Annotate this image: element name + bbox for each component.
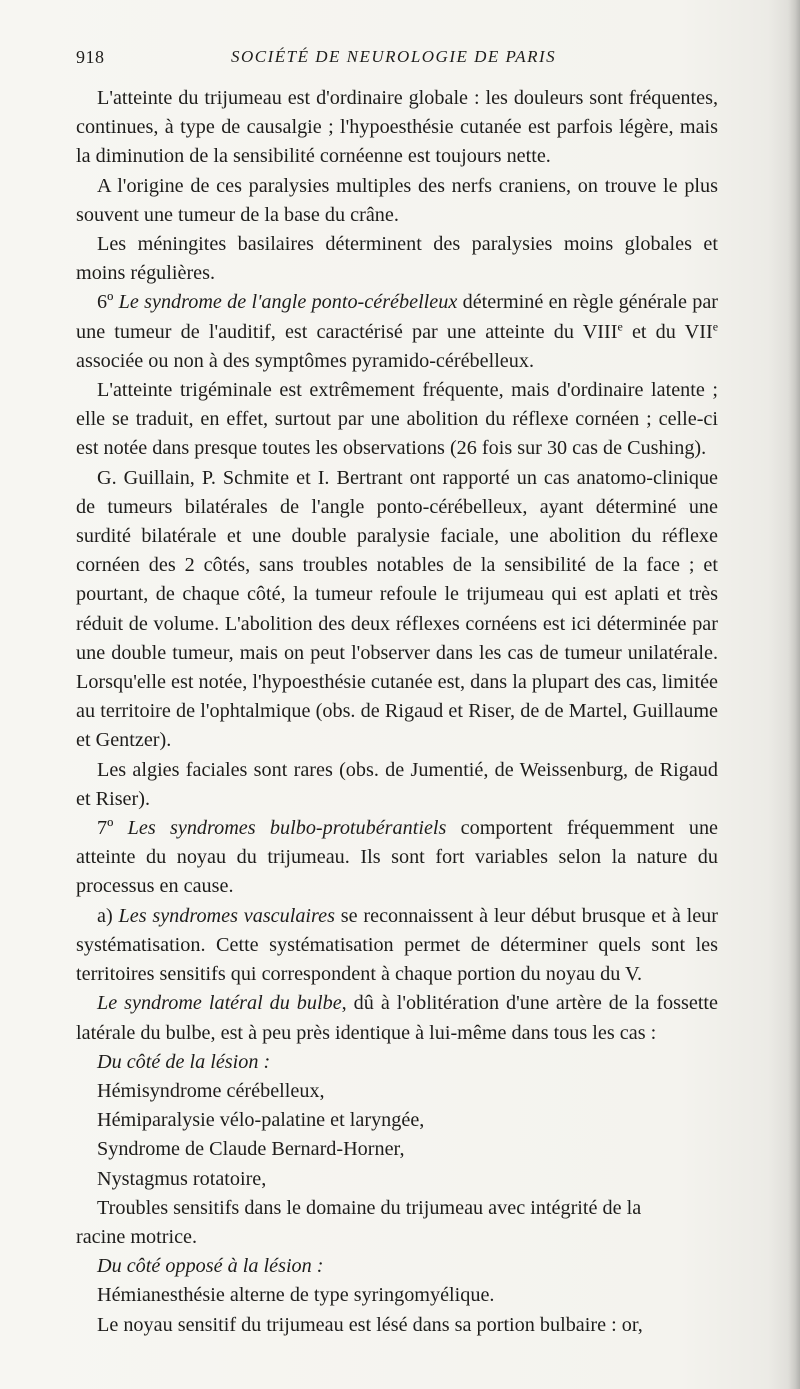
- paragraph: L'atteinte du trijumeau est d'ordinaire globale : les douleurs sont fréquentes, continues, à type de causalgie ; l'hypoesthésie cutanée est parfois légère, mais la diminution de la sensibilité cornéenne est toujours nette.: [76, 87, 718, 168]
- paragraph-text: se reconnaissent à leur début brusque et à leur systématisation. Cette systématisation permet de déterminer quels sont les territoires sensitifs qui correspondent à chaque portion du noyau du V.: [76, 904, 718, 986]
- section-title: Le syndrome latéral du bulbe: [97, 992, 342, 1015]
- section-title: Le syndrome de l'angle ponto-cérébelleux: [118, 291, 458, 314]
- paragraph: [76, 902, 718, 990]
- list-item: Troubles sensitifs dans le domaine du trijumeau avec intégrité de la: [97, 1196, 642, 1219]
- paragraph: A l'origine de ces paralysies multiples des nerfs craniens, on trouve le plus souvent une tumeur de la base du crâne.: [76, 174, 718, 226]
- paragraph: L'atteinte trigéminale est extrêmement fréquente, mais d'ordinaire latente ; elle se traduit, en effet, surtout par une abolition du réflexe cornéen ; celle-ci est notée dans presque toutes les observations (26 fois sur 30 cas de Cushing).: [76, 379, 718, 460]
- superscript: e: [617, 318, 623, 333]
- list-heading: Du côté de la lésion :: [97, 1050, 271, 1073]
- list-item: Nystagmus rotatoire,: [97, 1167, 267, 1190]
- paragraph: Les algies faciales sont rares (obs. de Jumentié, de Weissenburg, de Rigaud et Riser).: [76, 758, 718, 810]
- section-number: 7º: [97, 817, 114, 840]
- paragraph: [76, 814, 718, 902]
- paragraph-text: , dû à l'oblitération d'une artère de la fossette latérale du bulbe, est à peu près identique à lui-même dans tous les cas :: [76, 992, 718, 1044]
- page-edge-shadow: [788, 0, 800, 1389]
- section-number: a): [97, 904, 113, 927]
- paragraph: G. Guillain, P. Schmite et I. Bertrant ont rapporté un cas anatomo-clinique de tumeurs bilatérales de l'angle ponto-cérébelleux, ayant déterminé une surdité bilatérale et une double paralysie faciale, une abolition du réflexe cornéen des 2 côtés, sans troubles notables de la sensibilité de la face ; et pourtant, de chaque côté, la tumeur refoule le trijumeau qui est aplati et très réduit de volume. L'abolition des deux réflexes cornéens est ici déterminée par une double tumeur, mais on peut l'observer dans les cas de tumeur unilatérale. Lorsqu'elle est notée, l'hypoesthésie cutanée est, dans la plupart des cas, limitée au territoire de l'ophtalmique (obs. de Rigaud et Riser, de de Martel, Guillaume et Gentzer).: [76, 466, 718, 752]
- superscript: e: [712, 318, 719, 333]
- page-header: [76, 47, 716, 69]
- paragraph: [76, 989, 718, 1047]
- paragraph-text: associée ou non à des symptômes pyramido-cérébelleux.: [76, 349, 535, 372]
- list-item: Syndrome de Claude Bernard-Horner,: [97, 1138, 405, 1161]
- paragraph: Le noyau sensitif du trijumeau est lésé dans sa portion bulbaire : or,: [97, 1313, 643, 1336]
- section-title: Les syndromes bulbo-protubérantiels: [127, 817, 447, 840]
- body-text: [76, 84, 718, 1340]
- section-number: 6º: [97, 291, 114, 314]
- paragraph-text: comportent fréquemment une atteinte du noyau du trijumeau. Ils sont fort variables selon la nature du processus en cause.: [76, 817, 718, 898]
- paragraph-text: déterminé en règle générale par une tumeur de l'auditif, est caractérisé par une atteinte du VIII: [76, 291, 719, 343]
- list-heading: Du côté opposé à la lésion :: [97, 1255, 324, 1278]
- running-head: SOCIÉTÉ DE NEUROLOGIE DE PARIS: [231, 47, 557, 66]
- section-title: Les syndromes vasculaires: [118, 904, 335, 927]
- page-number: 918: [76, 47, 105, 67]
- list-item: Hémianesthésie alterne de type syringomyélique.: [97, 1284, 495, 1307]
- paragraph: Les méningites basilaires déterminent des paralysies moins globales et moins régulières.: [76, 233, 718, 285]
- list-item-continuation: racine motrice.: [76, 1225, 198, 1248]
- list-item: Hémiparalysie vélo-palatine et laryngée,: [97, 1109, 425, 1132]
- paragraph-text: et du VII: [622, 320, 713, 343]
- list-item: Hémisyndrome cérébelleux,: [97, 1079, 325, 1102]
- paragraph: [76, 288, 718, 376]
